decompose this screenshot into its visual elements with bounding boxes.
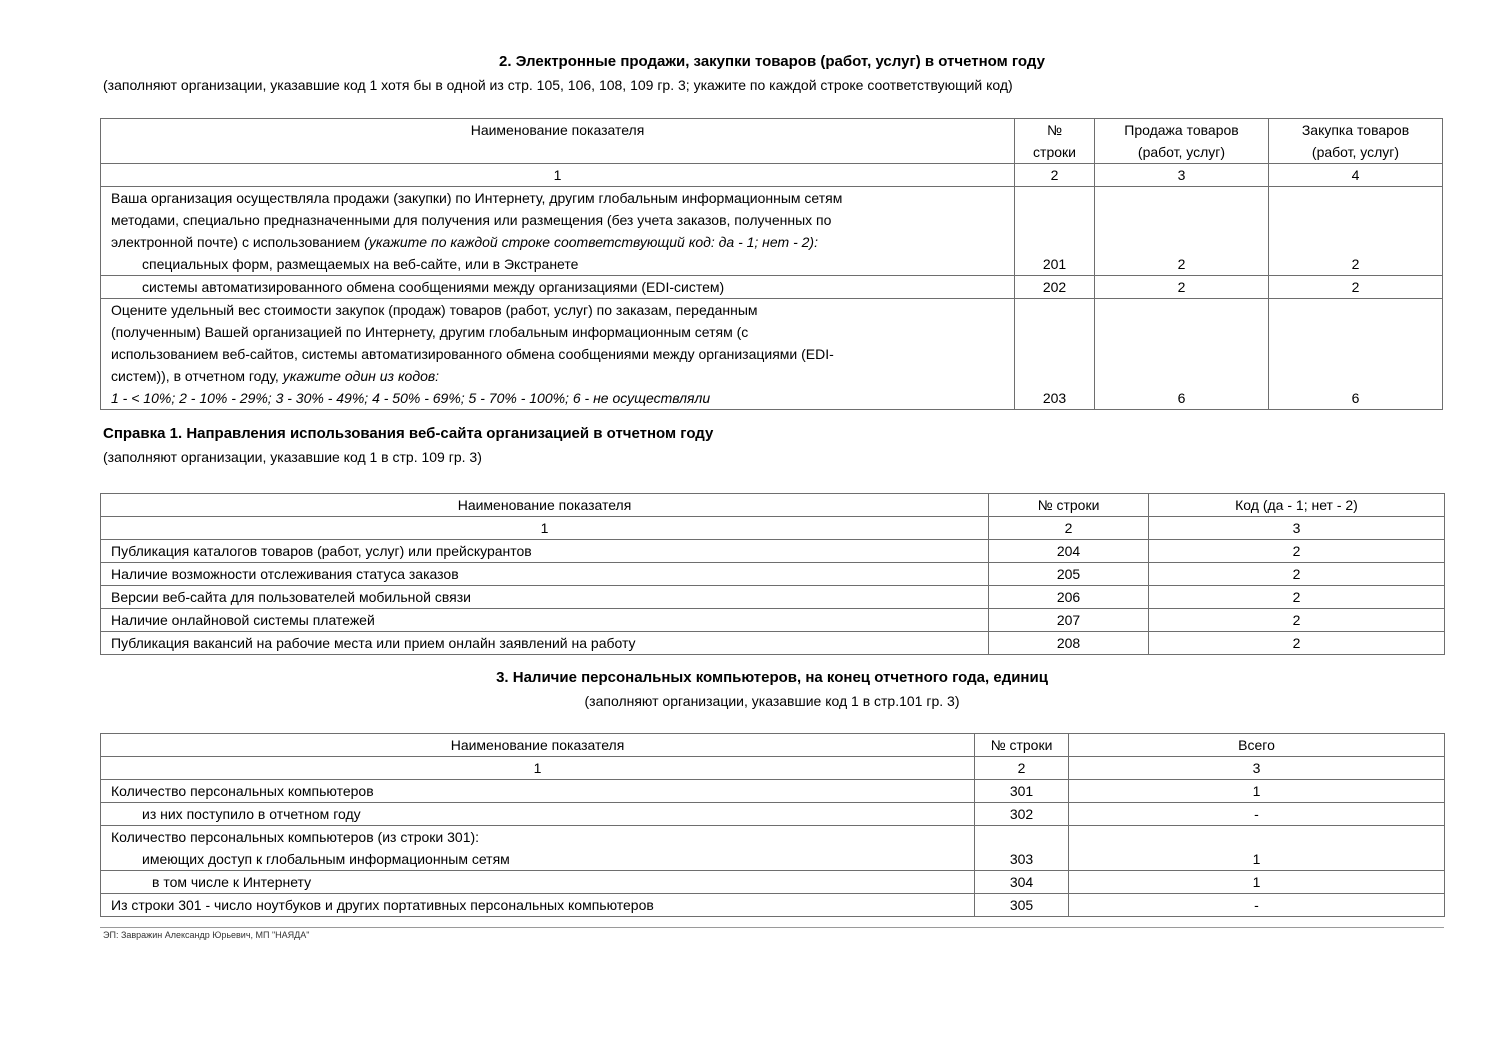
row-sales: 2 bbox=[1095, 276, 1269, 299]
table-row bbox=[101, 563, 1445, 586]
row-name: Оцените удельный вес стоимости закупок (продаж) товаров (работ, услуг) по заказам, переданным (полученным) Вашей организацией по Интернету, другим глобальным информационным сетям (с использованием веб-сайтов, системы автоматизированного обмена сообщениями между организациями (EDI- систем)), в отчетном году, укажите один из кодов: 1 - < 10%; 2 - 10% - 29%; 3 - 30% - 49%; 4 - 50% - 69%; 5 - 70% - 100%; 6 - не осуществляли bbox=[101, 299, 1015, 410]
table-row bbox=[101, 540, 1445, 563]
row-purchase: 2 bbox=[1269, 276, 1443, 299]
row-num: 205 bbox=[989, 563, 1149, 586]
row-num: 202 bbox=[1015, 276, 1095, 299]
header-name: Наименование показателя bbox=[101, 734, 975, 757]
row-num: 203 bbox=[1015, 299, 1095, 410]
row-num: 301 bbox=[975, 780, 1069, 803]
section2-title: 2. Электронные продажи, закупки товаров (работ, услуг) в отчетном году bbox=[499, 53, 1045, 70]
header-sales: Продажа товаров (работ, услуг) bbox=[1095, 119, 1269, 164]
header-name: Наименование показателя bbox=[101, 494, 989, 517]
table-row bbox=[101, 803, 1445, 826]
header-num: № строки bbox=[989, 494, 1149, 517]
header-purchase: Закупка товаров (работ, услуг) bbox=[1269, 119, 1443, 164]
row-code: 2 bbox=[1149, 563, 1445, 586]
row-sales: 2 bbox=[1095, 187, 1269, 276]
row-name: Наличие онлайновой системы платежей bbox=[101, 609, 989, 632]
header-num: № строки bbox=[1015, 119, 1095, 164]
table-header-row bbox=[101, 119, 1443, 164]
row-num: 305 bbox=[975, 894, 1069, 917]
footer-signature: ЭП: Завражин Александр Юрьевич, МП "НАЯДА" bbox=[103, 930, 310, 940]
ref1-table bbox=[100, 493, 1445, 655]
row-total: - bbox=[1069, 803, 1445, 826]
section3-table bbox=[100, 733, 1445, 917]
section2-table bbox=[100, 118, 1443, 410]
table-row bbox=[101, 780, 1445, 803]
row-total: 1 bbox=[1069, 871, 1445, 894]
col-number: 3 bbox=[1149, 517, 1445, 540]
row-num: 204 bbox=[989, 540, 1149, 563]
row-code: 2 bbox=[1149, 609, 1445, 632]
table-row bbox=[101, 871, 1445, 894]
col-number: 4 bbox=[1269, 164, 1443, 187]
row-num: 201 bbox=[1015, 187, 1095, 276]
table-header-row bbox=[101, 494, 1445, 517]
row-name: Ваша организация осуществляла продажи (закупки) по Интернету, другим глобальным информационным сетям методами, специально предназначенными для получения или размещения (без учета заказов, полученных по электронной почте) с использованием (укажите по каждой строке соответствующий код: да - 1; нет - 2): специальных форм, размещаемых на веб-сайте, или в Экстранете bbox=[101, 187, 1015, 276]
table-row bbox=[101, 894, 1445, 917]
row-name: в том числе к Интернету bbox=[101, 871, 975, 894]
table-row bbox=[101, 632, 1445, 655]
col-number: 1 bbox=[101, 757, 975, 780]
column-number-row bbox=[101, 517, 1445, 540]
table-row bbox=[101, 299, 1443, 410]
header-name: Наименование показателя bbox=[101, 119, 1015, 164]
col-number: 2 bbox=[975, 757, 1069, 780]
row-name: Версии веб-сайта для пользователей мобильной связи bbox=[101, 586, 989, 609]
row-name: из них поступило в отчетном году bbox=[101, 803, 975, 826]
col-number: 2 bbox=[1015, 164, 1095, 187]
table-row bbox=[101, 187, 1443, 276]
row-sales: 6 bbox=[1095, 299, 1269, 410]
row-total: 1 bbox=[1069, 826, 1445, 871]
table-row bbox=[101, 276, 1443, 299]
row-code: 2 bbox=[1149, 586, 1445, 609]
section2-note: (заполняют организации, указавшие код 1 хотя бы в одной из стр. 105, 106, 108, 109 гр. 3; укажите по каждой строке соответствующий код) bbox=[103, 77, 1013, 93]
row-name: Наличие возможности отслеживания статуса заказов bbox=[101, 563, 989, 586]
row-purchase: 2 bbox=[1269, 187, 1443, 276]
ref1-title: Справка 1. Направления использования веб-сайта организацией в отчетном году bbox=[103, 425, 714, 442]
row-name: Публикация каталогов товаров (работ, услуг) или прейскурантов bbox=[101, 540, 989, 563]
header-num: № строки bbox=[975, 734, 1069, 757]
col-number: 1 bbox=[101, 164, 1015, 187]
row-num: 206 bbox=[989, 586, 1149, 609]
header-code: Код (да - 1; нет - 2) bbox=[1149, 494, 1445, 517]
section3-title: 3. Наличие персональных компьютеров, на конец отчетного года, единиц bbox=[496, 669, 1048, 686]
row-num: 208 bbox=[989, 632, 1149, 655]
table-row bbox=[101, 609, 1445, 632]
table-row bbox=[101, 586, 1445, 609]
row-num: 303 bbox=[975, 826, 1069, 871]
row-num: 302 bbox=[975, 803, 1069, 826]
ref1-note: (заполняют организации, указавшие код 1 в стр. 109 гр. 3) bbox=[103, 449, 482, 465]
column-number-row bbox=[101, 164, 1443, 187]
row-code: 2 bbox=[1149, 632, 1445, 655]
footer-divider bbox=[100, 927, 1444, 928]
column-number-row bbox=[101, 757, 1445, 780]
table-header-row bbox=[101, 734, 1445, 757]
row-purchase: 6 bbox=[1269, 299, 1443, 410]
col-number: 1 bbox=[101, 517, 989, 540]
row-name: Количество персональных компьютеров (из строки 301): имеющих доступ к глобальным информационным сетям bbox=[101, 826, 975, 871]
row-code: 2 bbox=[1149, 540, 1445, 563]
row-total: - bbox=[1069, 894, 1445, 917]
row-name: Публикация вакансий на рабочие места или прием онлайн заявлений на работу bbox=[101, 632, 989, 655]
col-number: 3 bbox=[1069, 757, 1445, 780]
table-row bbox=[101, 826, 1445, 871]
col-number: 3 bbox=[1095, 164, 1269, 187]
row-name: Количество персональных компьютеров bbox=[101, 780, 975, 803]
row-total: 1 bbox=[1069, 780, 1445, 803]
header-total: Всего bbox=[1069, 734, 1445, 757]
row-name: Из строки 301 - число ноутбуков и других портативных персональных компьютеров bbox=[101, 894, 975, 917]
section3-note: (заполняют организации, указавшие код 1 в стр.101 гр. 3) bbox=[584, 693, 960, 709]
col-number: 2 bbox=[989, 517, 1149, 540]
row-num: 304 bbox=[975, 871, 1069, 894]
row-name: системы автоматизированного обмена сообщениями между организациями (EDI-систем) bbox=[101, 276, 1015, 299]
row-num: 207 bbox=[989, 609, 1149, 632]
